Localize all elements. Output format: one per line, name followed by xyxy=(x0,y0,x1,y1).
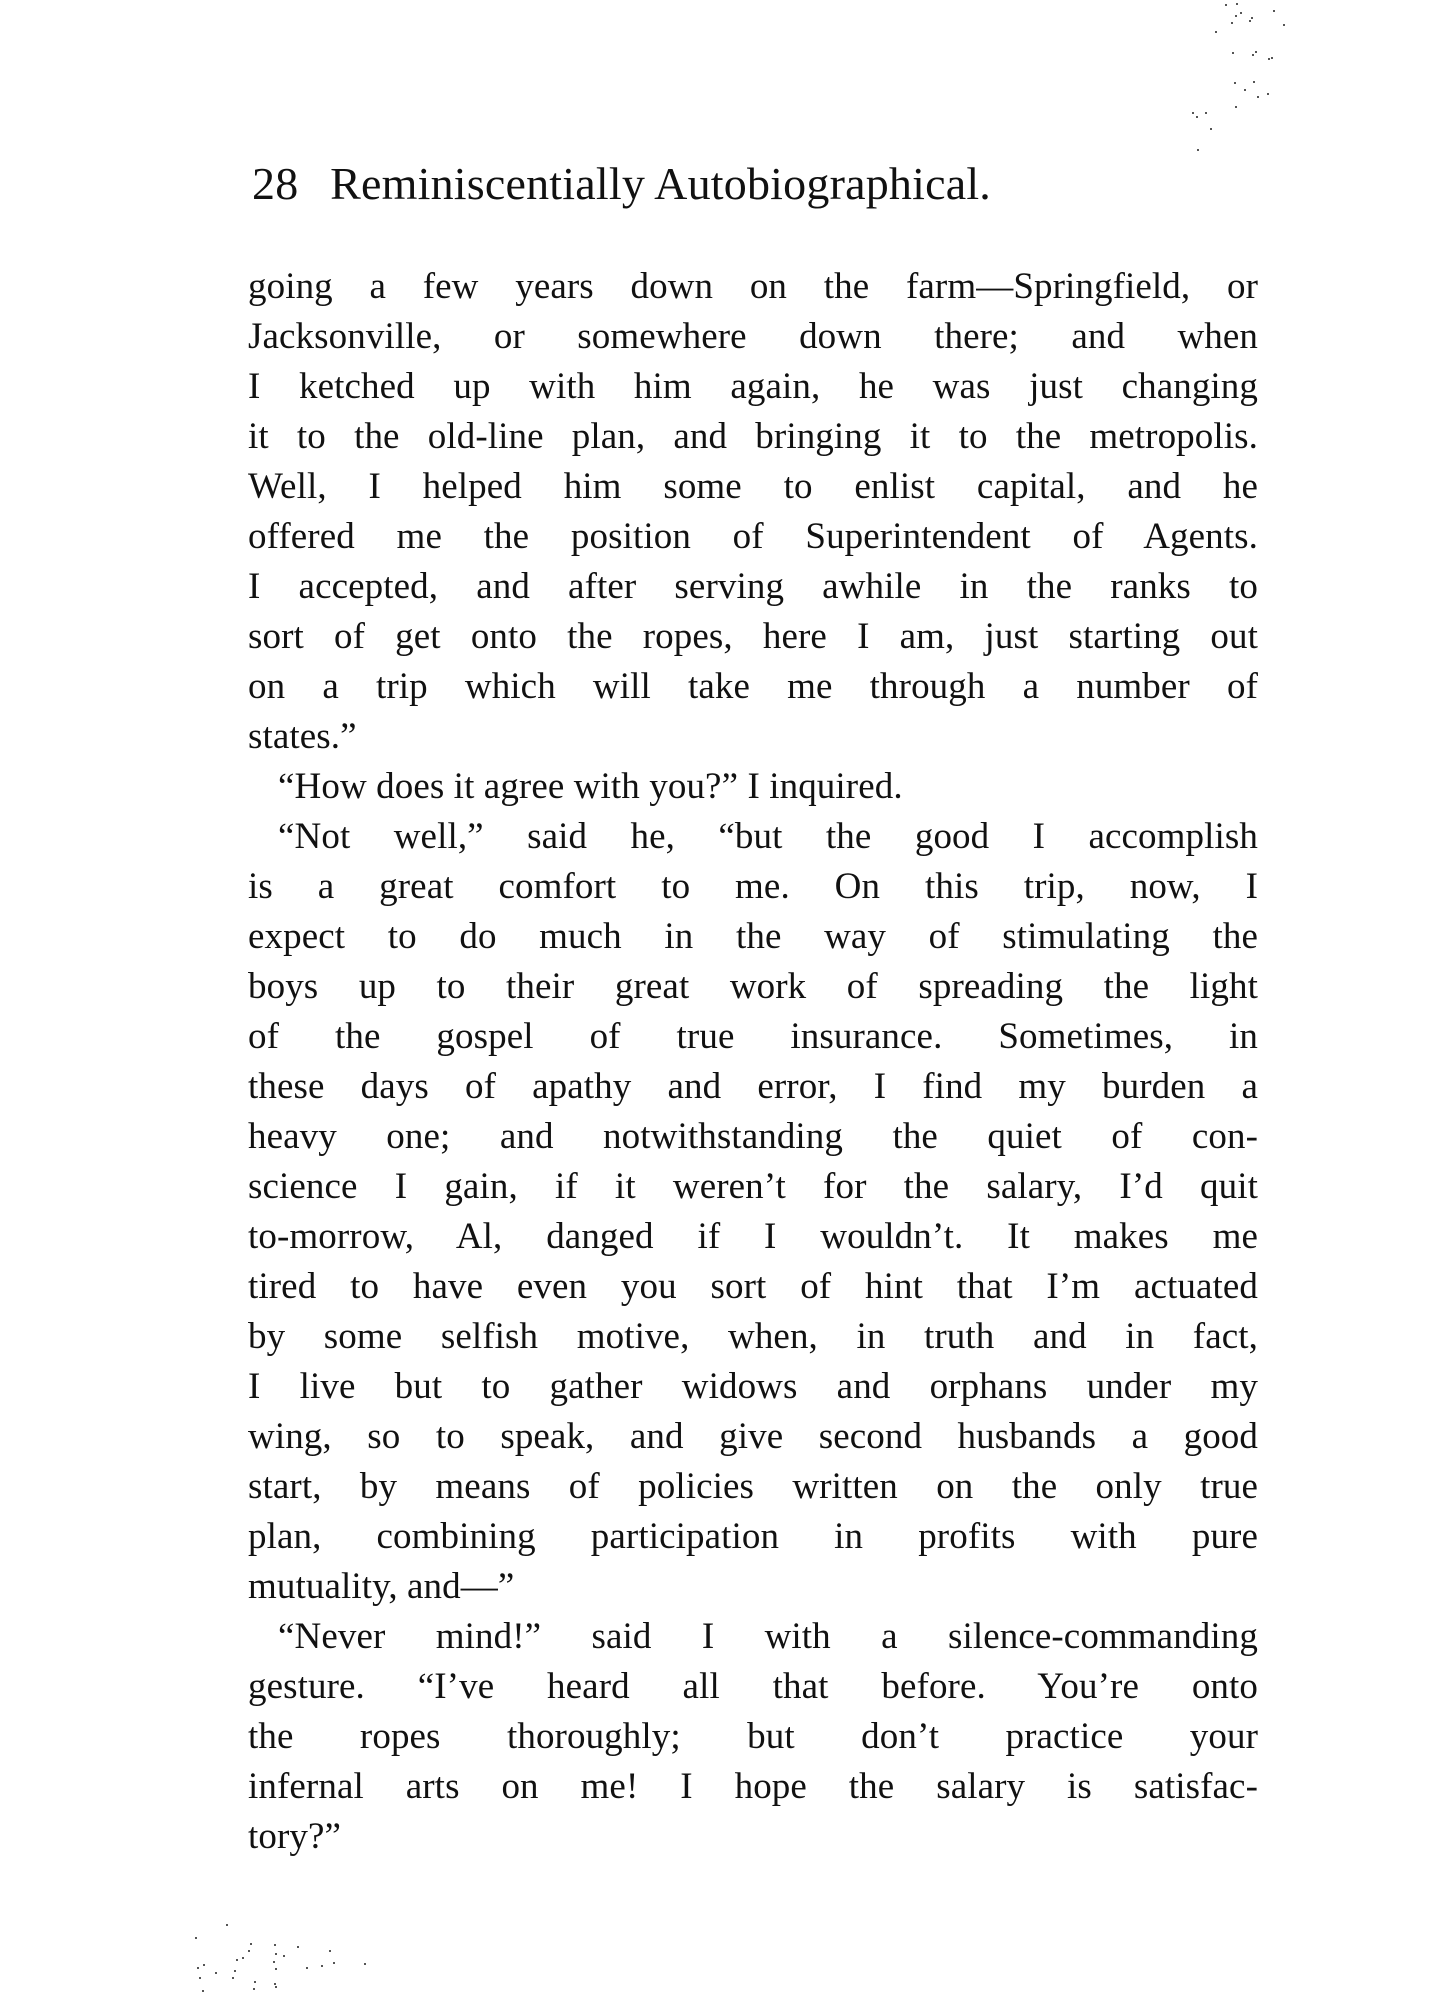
text-line: of the gospel of true insurance. Sometimes, in xyxy=(248,1016,1258,1057)
text-line: I accepted, and after serving awhile in the ranks to xyxy=(248,566,1258,607)
text-line: tired to have even you sort of hint that I’m actuated xyxy=(248,1266,1258,1307)
text-line: Jacksonville, or somewhere down there; and when xyxy=(248,316,1258,357)
text-line: on a trip which will take me through a number of xyxy=(248,666,1258,707)
text-line: I live but to gather widows and orphans under my xyxy=(248,1366,1258,1407)
running-title: Reminiscentially Autobiographical. xyxy=(330,158,991,209)
text-line: going a few years down on the farm—Springfield, or xyxy=(248,266,1258,307)
text-line: it to the old-line plan, and bringing it to the metropolis. xyxy=(248,416,1258,457)
text-line: these days of apathy and error, I find my burden a xyxy=(248,1066,1258,1107)
text-line: wing, so to speak, and give second husbands a good xyxy=(248,1416,1258,1457)
text-line: by some selfish motive, when, in truth and in fact, xyxy=(248,1316,1258,1357)
text-line: is a great comfort to me. On this trip, now, I xyxy=(248,866,1258,907)
running-head xyxy=(252,156,1192,212)
text-line: gesture. “I’ve heard all that before. You’re onto xyxy=(248,1666,1258,1707)
text-line: Well, I helped him some to enlist capital, and he xyxy=(248,466,1258,507)
body-text xyxy=(248,262,1258,1862)
text-line: “Not well,” said he, “but the good I accomplish xyxy=(278,816,1258,857)
text-line: the ropes thoroughly; but don’t practice your xyxy=(248,1716,1258,1757)
text-line: plan, combining participation in profits with pure xyxy=(248,1516,1258,1557)
text-line: science I gain, if it weren’t for the salary, I’d quit xyxy=(248,1166,1258,1207)
text-line: states.” xyxy=(248,716,357,757)
text-line: start, by means of policies written on the only true xyxy=(248,1466,1258,1507)
text-line: heavy one; and notwithstanding the quiet of con- xyxy=(248,1116,1258,1157)
text-line: boys up to their great work of spreading the light xyxy=(248,966,1258,1007)
text-line: “Never mind!” said I with a silence-commanding xyxy=(278,1616,1258,1657)
text-line: tory?” xyxy=(248,1816,342,1857)
text-line: mutuality, and—” xyxy=(248,1566,515,1607)
page-number: 28 xyxy=(252,158,299,209)
text-line: infernal arts on me! I hope the salary is satisfac- xyxy=(248,1766,1258,1807)
text-line: sort of get onto the ropes, here I am, just starting out xyxy=(248,616,1258,657)
text-line: to-morrow, Al, danged if I wouldn’t. It makes me xyxy=(248,1216,1258,1257)
text-line: offered me the position of Superintendent of Agents. xyxy=(248,516,1258,557)
text-line: expect to do much in the way of stimulating the xyxy=(248,916,1258,957)
text-line: I ketched up with him again, he was just changing xyxy=(248,366,1258,407)
text-line: “How does it agree with you?” I inquired. xyxy=(278,766,903,807)
scan-speckles xyxy=(170,1880,370,1993)
scan-speckles xyxy=(1180,0,1442,160)
